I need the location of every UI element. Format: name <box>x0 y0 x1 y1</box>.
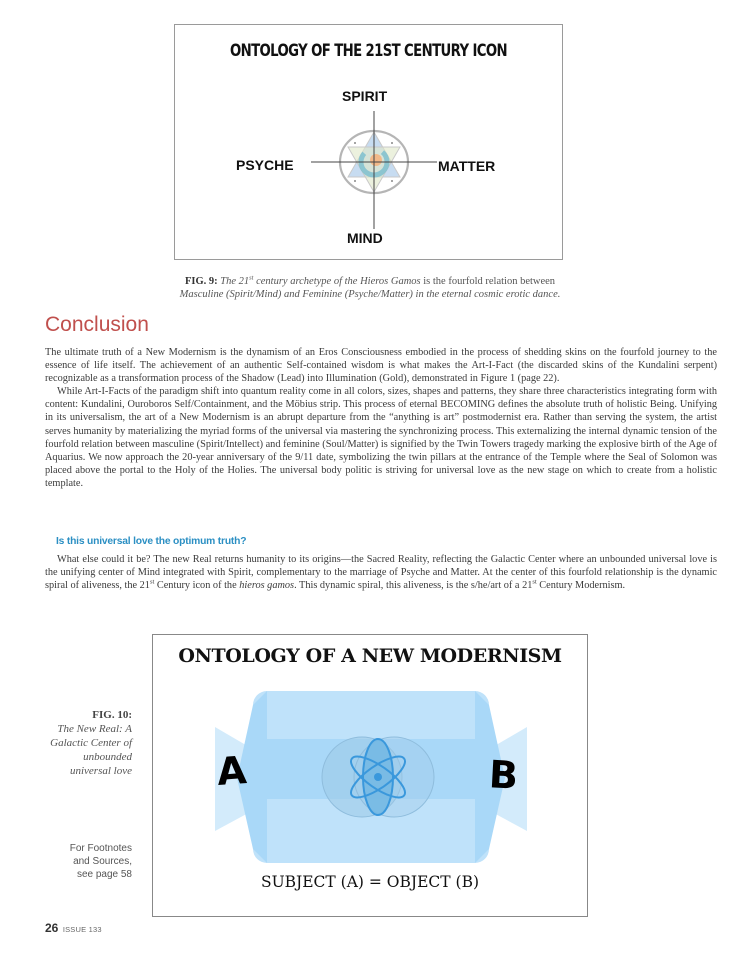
hexagram-cross-icon <box>175 25 564 261</box>
label-psyche: PSYCHE <box>236 157 294 173</box>
paragraph-3 <box>45 553 717 592</box>
label-spirit: SPIRIT <box>342 88 388 104</box>
figure-10-caption <box>40 708 132 778</box>
figure-9-label: FIG. 9: <box>184 276 218 287</box>
paragraph-2: While Art-I-Facts of the paradigm shift into quantum reality come in all colors, sizes, shapes and patterns, they share three characteristics integrating form with content: Kundalini, Ouroboros Self/Containment, and the Möbius strip. This process of eternal BECOMING defines the absolute truth of holistic Being. Unifying in its universalism, the art of a New Modernism is an abrupt departure from the “anything is art” postmodernist era. Rather than serving the system, the artist serves humanity by materializing the myriad forms of the universal via mastering the synchronizing process. This externalizing the internal dynamic tension of the fourfold relation between masculine (Spirit/Intellect) and feminine (Soul/Matter) is signified by the Twin Towers tragedy marking the explosive birth of the Age of Aquarius. We now approach the 20-year anniversary of the 9/11 date, symbolizing the twin pillars at the entrance of the Temple where the Seal of Solomon was placed above the portal to the Holy of the Holies. The universal body politic is striving for universal love as the new stage on which to create from a holistic template. <box>45 386 717 489</box>
footnote-line: see page 58 <box>76 869 132 880</box>
footnote-note <box>40 842 132 881</box>
caption-line: The New Real: A <box>57 723 132 735</box>
caption-text: The 21 <box>220 276 250 287</box>
page-folio <box>45 919 102 937</box>
text-italic: hieros gamos <box>239 580 295 592</box>
paragraph-1: The ultimate truth of a New Modernism is the dynamism of an Eros Consciousness embodied in the process of shedding skins on the fourfold journey to the essence of life itself. The achievement of an authentic Self-contained wisdom is what makes the Art-I-Fact (the discarded skins of the Kundalini serpent) recognizable as a transformation process of the Shadow (Lead) into Illumination (Gold), demonstrated in Figure 1 (page 22). <box>45 347 717 385</box>
figure-10-title: ONTOLOGY OF A NEW MODERNISM <box>178 645 562 667</box>
footnote-line: For Footnotes <box>69 843 132 854</box>
text-run: What else could it be? The new Real returns humanity to its origins—the Sacred Reality, reflecting the Galactic Center where an unbounded universal love is the unifying center of Mind integrated with Spirit, complementary to the marriage of Psyche and Matter. At the center of this fourfold relationship is the dynamic spiral of aliveness, the 21 <box>45 554 717 592</box>
caption-sup: st <box>249 274 254 282</box>
label-a: A <box>215 748 248 794</box>
caption-line: Galactic Center of <box>50 737 132 749</box>
subheading: Is this universal love the optimum truth? <box>56 536 247 547</box>
caption-text: century archetype of the Hieros Gamos <box>253 276 424 287</box>
page-number: 26 <box>45 921 59 935</box>
text-sup: st <box>532 578 537 586</box>
text-run: Century icon of the <box>154 580 240 592</box>
footnote-line: and Sources, <box>73 856 132 867</box>
body-paragraphs <box>45 346 717 490</box>
figure-9-caption <box>140 275 600 301</box>
text-run: . This dynamic spiral, this aliveness, is the s/he/art of a 21 <box>294 580 533 592</box>
issue-label: ISSUE 133 <box>62 925 102 934</box>
body-paragraph-3 <box>45 553 717 592</box>
figure-9-title: ONTOLOGY OF THE 21ST CENTURY ICON <box>229 41 508 61</box>
label-mind: MIND <box>347 230 383 246</box>
equation: SUBJECT (A) = OBJECT (B) <box>260 873 480 891</box>
figure-10-diagram <box>152 634 588 917</box>
text-sup: st <box>149 578 155 586</box>
text-run: Century Modernism. <box>536 580 626 592</box>
caption-line: unbounded <box>83 751 132 763</box>
label-b: B <box>487 752 520 798</box>
caption-line: universal love <box>69 765 132 777</box>
section-heading: Conclusion <box>45 313 149 336</box>
figure-9-diagram <box>174 24 563 260</box>
figure-10-label: FIG. 10: <box>92 709 132 721</box>
caption-text: Masculine (Spirit/Mind) and Feminine (Psyche/Matter) in the eternal cosmic erotic dance. <box>179 289 561 300</box>
label-matter: MATTER <box>438 158 496 174</box>
caption-text: is the fourfold relation between <box>423 276 556 287</box>
